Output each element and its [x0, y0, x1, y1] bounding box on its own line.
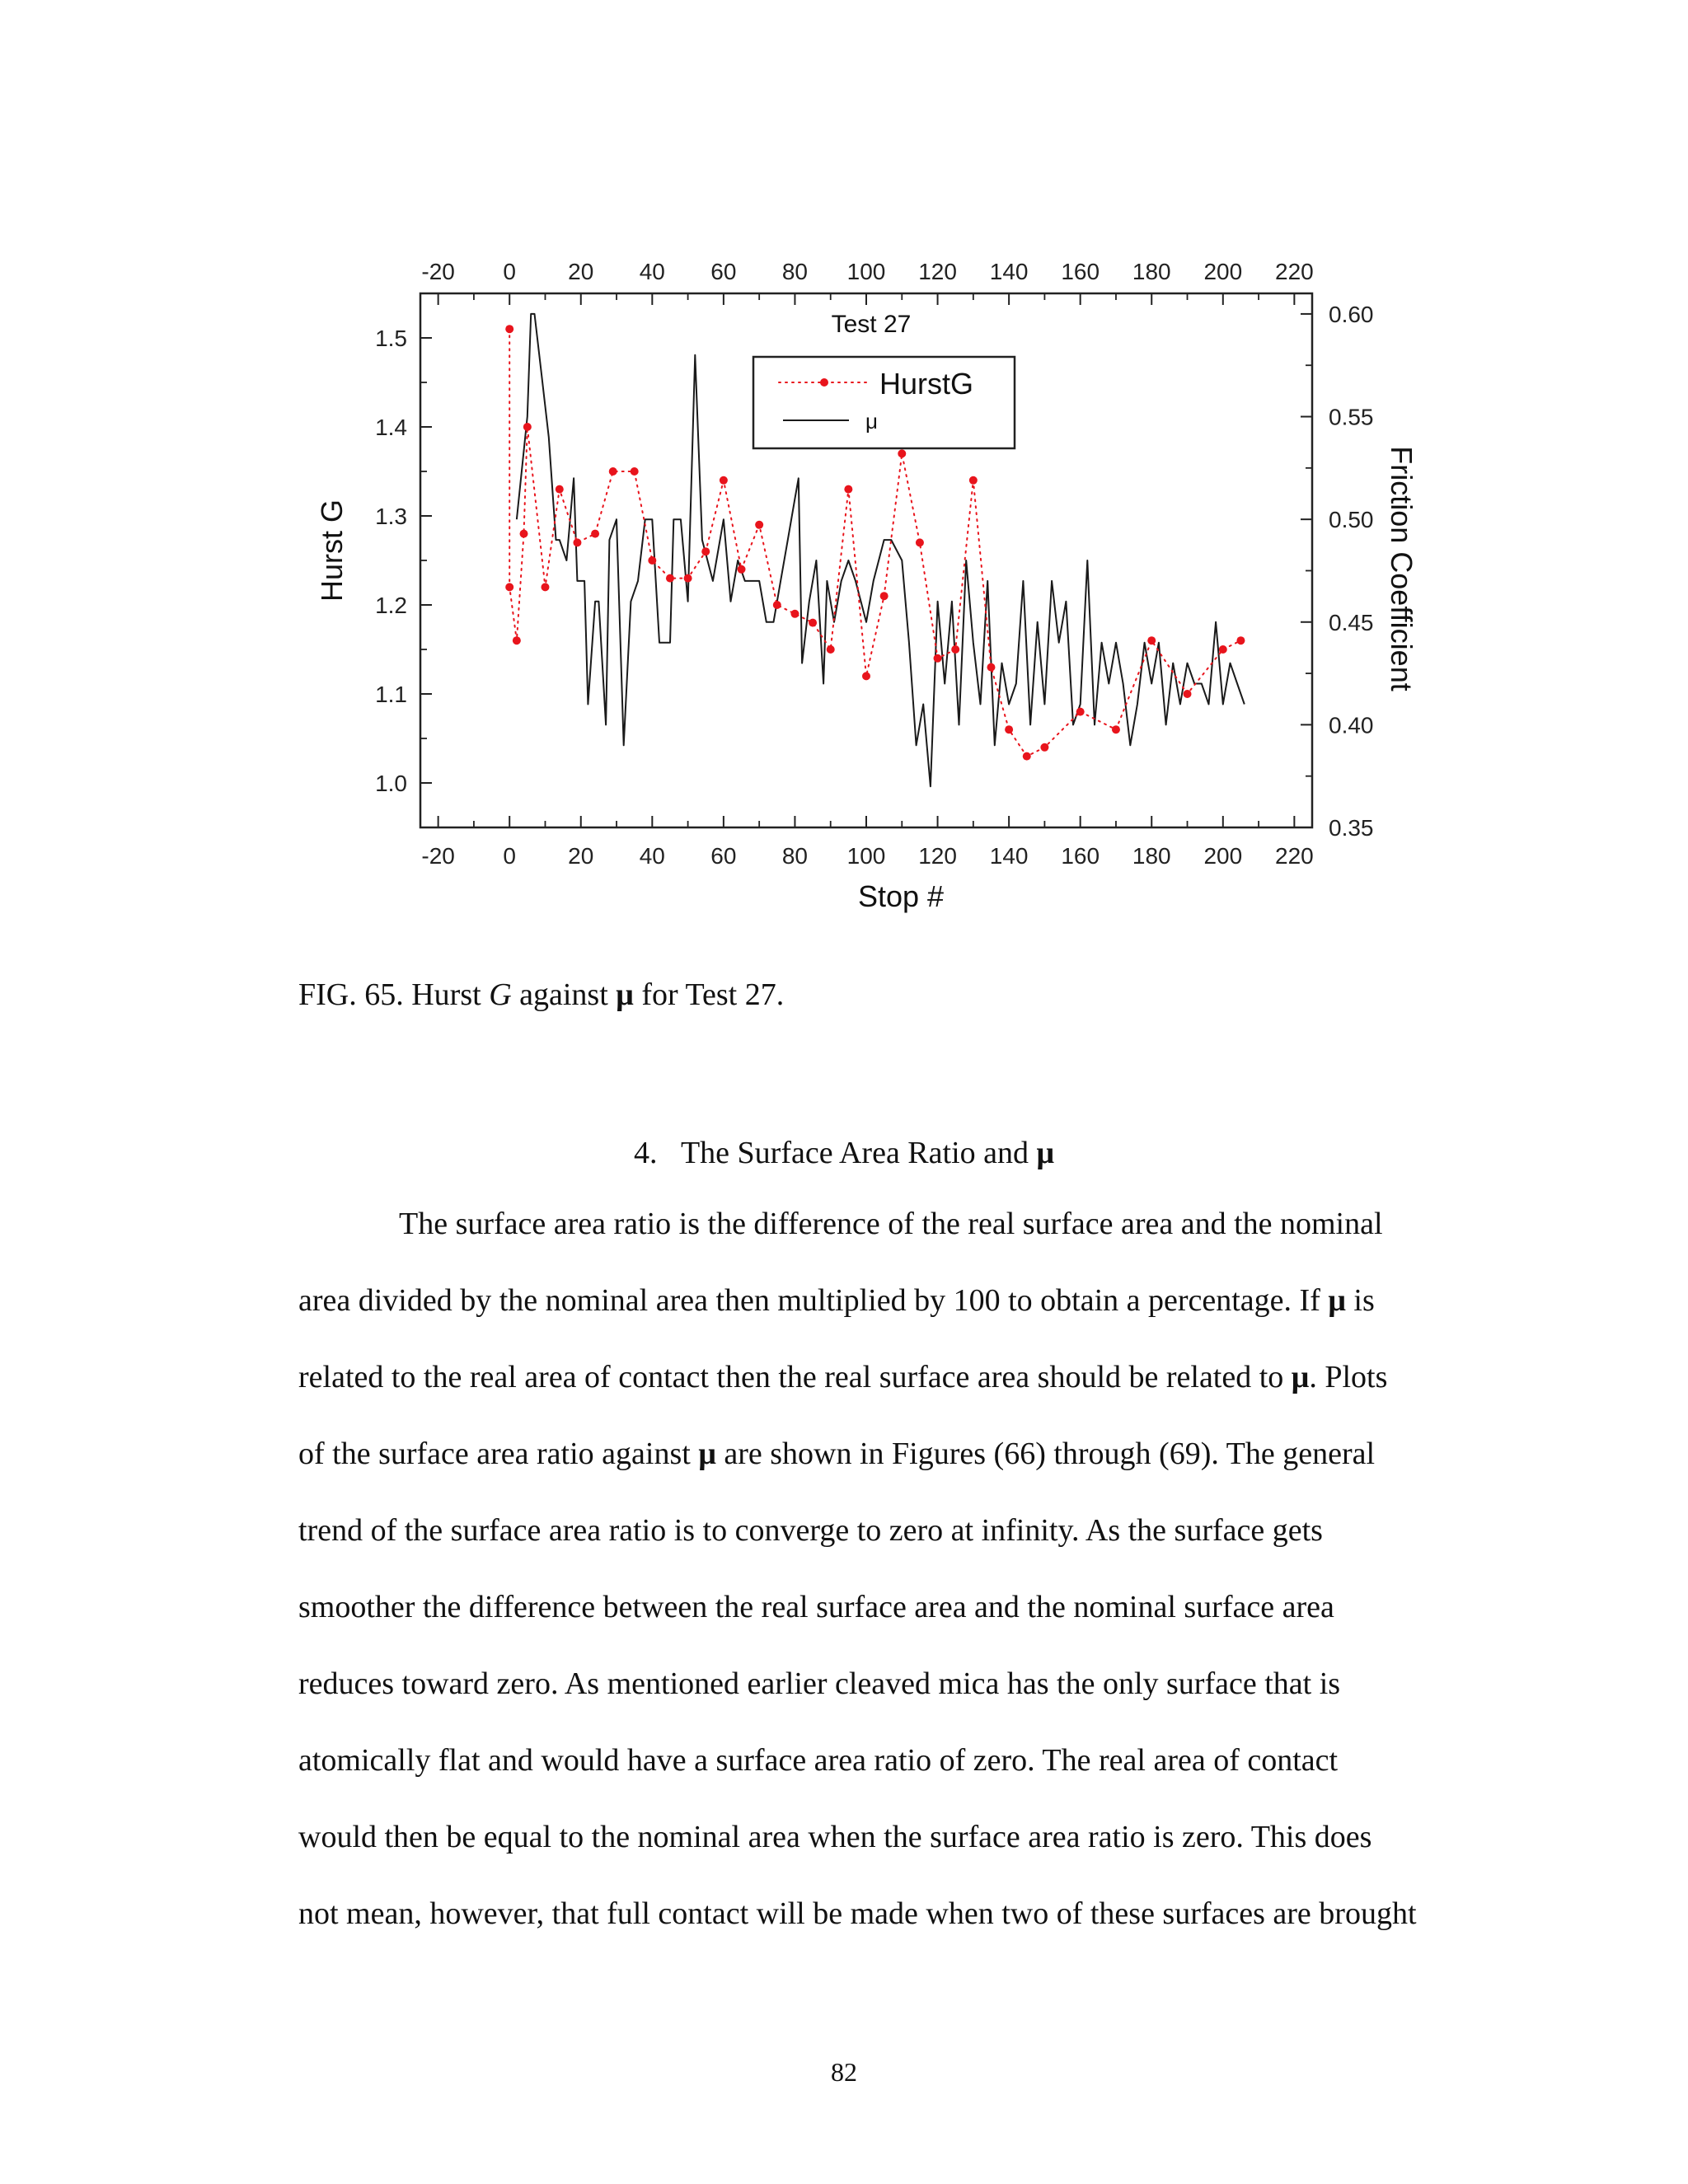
hurstg-point: [523, 423, 532, 431]
y-left-tick-label: 1.1: [375, 682, 407, 707]
x-tick-label-bottom: 180: [1132, 843, 1171, 869]
x-tick-label-top: 0: [503, 259, 516, 284]
x-tick-label-bottom: 80: [781, 843, 809, 869]
paragraph-line: of the surface area ratio against μ are shown in Figures (66) through (69). The general: [298, 1436, 1376, 1471]
hurstg-point: [573, 538, 581, 546]
y-left-tick-label: 1.0: [375, 771, 407, 796]
hurstg-point: [505, 583, 513, 591]
hurstg-point: [556, 485, 564, 494]
section-number: 4.: [633, 1136, 658, 1170]
y-right-tick-label: 0.40: [1329, 712, 1374, 738]
x-tick-label-top: 100: [846, 259, 886, 284]
hurstg-point: [631, 467, 639, 476]
hurstg-point: [934, 654, 942, 663]
y-left-axis-title: Hurst G: [315, 499, 349, 602]
x-tick-label-top: 40: [639, 259, 665, 284]
hurstg-point: [505, 325, 513, 333]
hurstg-point: [1112, 725, 1120, 733]
section-title: The Surface Area Ratio and: [680, 1136, 1037, 1170]
y-right-tick-label: 0.45: [1329, 609, 1374, 635]
x-tick-label-bottom: 0: [503, 843, 516, 869]
x-tick-label-top: -20: [421, 259, 455, 284]
hurstg-point: [862, 672, 870, 680]
caption-g: G: [489, 977, 512, 1012]
hurstg-point: [720, 476, 728, 485]
y-right-axis-title: Friction Coefficient: [1385, 446, 1418, 691]
x-tick-label-top: 120: [918, 259, 957, 284]
x-tick-label-bottom: 20: [568, 843, 594, 869]
hurstg-point: [880, 592, 889, 600]
x-tick-label-bottom: 120: [918, 843, 957, 869]
paragraph-line: related to the real area of contact then the real surface area should be related to μ. Plots: [298, 1360, 1388, 1394]
hurstg-point: [520, 530, 528, 538]
caption-prefix: FIG. 65. Hurst: [298, 977, 490, 1012]
hurstg-point: [809, 619, 817, 627]
x-tick-label-bottom: 60: [710, 843, 737, 869]
hurstg-point: [916, 538, 924, 546]
chart: [0, 0, 1688, 931]
hurstg-point: [1184, 690, 1192, 698]
hurstg-point: [755, 521, 763, 529]
caption-suffix: for Test 27.: [633, 977, 785, 1012]
page-number: 82: [831, 2057, 857, 2087]
paragraph-line: trend of the surface area ratio is to converge to zero at infinity. As the surface gets: [298, 1513, 1323, 1548]
hurstg-point: [684, 574, 692, 583]
x-tick-label-bottom: -20: [421, 843, 455, 869]
y-right-tick-label: 0.35: [1329, 815, 1374, 841]
paragraph-line: area divided by the nominal area then multiplied by 100 to obtain a percentage. If μ is: [298, 1283, 1375, 1318]
paragraph-line: smoother the difference between the real surface area and the nominal surface area: [298, 1590, 1334, 1624]
body-paragraph: [298, 1205, 1477, 1971]
hurstg-point: [1023, 752, 1031, 761]
y-left-tick-label: 1.5: [375, 326, 407, 351]
x-tick-label-bottom: 160: [1061, 843, 1100, 869]
x-tick-label-bottom: 220: [1275, 843, 1314, 869]
hurstg-point: [951, 645, 959, 654]
x-tick-label-top: 80: [781, 259, 809, 284]
hurstg-point: [1076, 708, 1085, 716]
hurstg-point: [790, 610, 799, 618]
paragraph-line: reduces toward zero. As mentioned earlier cleaved mica has the only surface that is: [298, 1666, 1341, 1701]
hurstg-point: [827, 645, 835, 654]
x-tick-label-bottom: 200: [1203, 843, 1243, 869]
x-tick-label-bottom: 40: [639, 843, 665, 869]
hurstg-point: [1040, 743, 1048, 752]
hurstg-point: [1147, 636, 1156, 644]
x-axis-title: Stop #: [857, 879, 945, 913]
caption-mid: against: [511, 977, 617, 1012]
y-left-tick-label: 1.2: [375, 593, 407, 618]
x-tick-label-top: 220: [1275, 259, 1314, 284]
caption-mu: μ: [616, 977, 634, 1012]
section-title-mu: μ: [1036, 1136, 1055, 1170]
y-right-tick-label: 0.55: [1329, 404, 1374, 430]
chart-legend: [753, 357, 1015, 448]
paragraph-line: The surface area ratio is the difference of the real surface area and the nominal: [399, 1207, 1383, 1241]
hurstg-point: [701, 547, 710, 555]
hurstg-point: [609, 467, 617, 476]
y-right-tick-label: 0.50: [1329, 507, 1374, 533]
hurstg-point: [1236, 636, 1245, 644]
hurstg-point: [969, 476, 978, 485]
x-tick-label-top: 140: [989, 259, 1029, 284]
y-left-tick-label: 1.3: [375, 504, 407, 529]
hurstg-point: [541, 583, 549, 591]
x-tick-label-top: 200: [1203, 259, 1243, 284]
y-right-tick-label: 0.60: [1329, 301, 1374, 327]
hurstg-point: [844, 485, 852, 494]
legend-hurstg-marker: [820, 378, 828, 387]
legend-mu-label: μ: [865, 409, 878, 434]
x-tick-label-top: 20: [568, 259, 594, 284]
section-heading: [0, 1135, 1688, 1171]
paragraph-line: atomically flat and would have a surface area ratio of zero. The real area of contact: [298, 1743, 1339, 1778]
paragraph-line: would then be equal to the nominal area when the surface area ratio is zero. This does: [298, 1820, 1372, 1854]
hurstg-point: [1219, 645, 1227, 654]
legend-hurstg-label: HurstG: [879, 367, 974, 401]
x-tick-label-bottom: 140: [989, 843, 1029, 869]
x-tick-label-top: 180: [1132, 259, 1171, 284]
hurstg-point: [513, 636, 521, 644]
x-tick-label-top: 60: [710, 259, 737, 284]
hurstg-point: [591, 530, 599, 538]
chart-title: Test 27: [831, 311, 912, 338]
paragraph-line: not mean, however, that full contact will be made when two of these surfaces are brought: [298, 1896, 1417, 1931]
x-tick-label-top: 160: [1061, 259, 1100, 284]
hurstg-point: [773, 601, 781, 609]
x-tick-label-bottom: 100: [846, 843, 886, 869]
hurstg-point: [898, 449, 906, 457]
hurstg-point: [738, 565, 746, 574]
hurstg-point: [666, 574, 674, 583]
hurstg-point: [987, 663, 995, 672]
figure-caption: [298, 977, 784, 1013]
y-left-tick-label: 1.4: [375, 415, 407, 440]
hurstg-point: [1005, 725, 1013, 733]
hurstg-point: [648, 556, 656, 565]
